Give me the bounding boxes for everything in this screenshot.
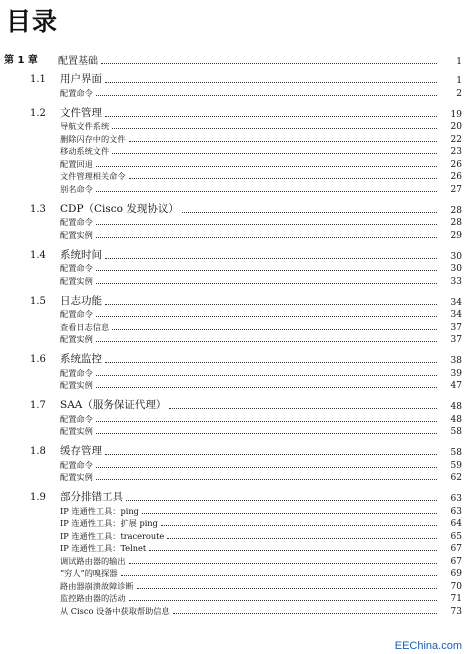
page-number: 62 — [450, 473, 462, 483]
section-number: 1.8 — [30, 446, 46, 457]
toc-section-row[interactable] — [0, 71, 466, 86]
dot-leader — [96, 270, 437, 271]
entry-title: 配置命令 — [60, 367, 93, 378]
section-number: 1.6 — [30, 354, 46, 365]
toc-entry-row[interactable] — [0, 542, 466, 555]
toc-entry-row[interactable] — [0, 262, 466, 275]
page-number: 67 — [450, 556, 462, 567]
dot-leader — [112, 329, 437, 330]
dot-leader — [96, 166, 437, 167]
page-number: 63 — [450, 494, 462, 504]
dot-leader — [169, 408, 437, 409]
toc-entry-row[interactable] — [0, 412, 466, 425]
page-number: 48 — [450, 402, 462, 412]
toc-entry-row[interactable] — [0, 366, 466, 379]
section-title: 缓存管理 — [60, 445, 102, 457]
dot-leader — [96, 375, 437, 376]
dot-leader — [129, 563, 437, 564]
page-number: 48 — [450, 414, 462, 425]
toc-entry-row[interactable] — [0, 157, 466, 170]
entry-title: 导航文件系统 — [60, 121, 110, 131]
toc-section-row[interactable] — [0, 293, 466, 308]
page-number: 47 — [450, 381, 462, 391]
section-title: SAA（服务保证代理） — [60, 399, 167, 411]
page-number: 2 — [456, 88, 462, 99]
entry-title: 文件管理相关命令 — [60, 171, 126, 181]
page-number: 34 — [450, 310, 462, 320]
dot-leader — [105, 304, 437, 305]
entry-title: 配置命令 — [60, 263, 93, 273]
page-number: 22 — [450, 134, 462, 145]
page-number: 70 — [450, 581, 462, 592]
page-number: 26 — [450, 159, 462, 170]
section-title: 用户界面 — [60, 73, 102, 85]
dot-leader — [105, 258, 437, 259]
page-number: 67 — [450, 544, 462, 554]
toc-entry-row[interactable] — [0, 308, 466, 321]
entry-title: 配置命令 — [60, 217, 93, 227]
dot-leader — [105, 116, 437, 117]
page-number: 28 — [450, 218, 462, 228]
entry-title: 配置实例 — [60, 472, 93, 482]
section-title: CDP（Cisco 发现协议） — [60, 202, 179, 215]
dot-leader — [96, 467, 437, 468]
page-number: 73 — [450, 606, 462, 617]
section-number: 1.9 — [30, 492, 46, 503]
entry-title: 配置命令 — [60, 413, 93, 424]
dot-leader — [105, 82, 437, 83]
dot-leader — [96, 95, 437, 96]
toc-entry-row[interactable] — [0, 182, 466, 195]
page-number: 28 — [450, 205, 462, 216]
entry-title: 删除闪存中的文件 — [60, 133, 126, 144]
page-number: 30 — [450, 251, 462, 262]
page-number: 34 — [450, 297, 462, 308]
page-number: 58 — [450, 427, 462, 437]
section-title: 文件管理 — [60, 106, 102, 119]
page-number: 63 — [450, 506, 462, 517]
page-number: 38 — [450, 356, 462, 366]
dot-leader — [96, 421, 437, 422]
entry-title: 配置命令 — [60, 309, 93, 319]
dot-leader — [167, 538, 437, 539]
page-number: 58 — [450, 448, 462, 458]
toc-section-row[interactable] — [0, 201, 466, 216]
dot-leader — [96, 341, 437, 342]
toc-entry-row[interactable] — [0, 228, 466, 241]
dot-leader — [173, 613, 437, 614]
page-number: 39 — [450, 368, 462, 379]
toc-section-row[interactable] — [0, 105, 466, 120]
table-of-contents — [0, 50, 466, 617]
entry-title: 移动系统文件 — [60, 146, 110, 156]
page-number: 23 — [450, 147, 462, 157]
toc-entry-row[interactable] — [0, 567, 466, 580]
toc-entry-row[interactable] — [0, 120, 466, 133]
dot-leader — [129, 600, 437, 601]
entry-title: “穷人”的嗅探器 — [60, 568, 118, 578]
dot-leader — [105, 362, 437, 363]
page-number: 30 — [450, 264, 462, 274]
dot-leader — [137, 588, 437, 589]
page-number: 19 — [450, 109, 462, 120]
dot-leader — [96, 433, 437, 434]
entry-title: 配置实例 — [60, 334, 93, 344]
dot-leader — [96, 479, 437, 480]
dot-leader — [96, 316, 437, 317]
toc-chapter-row[interactable] — [0, 50, 466, 67]
entry-title: IP 连通性工具：ping — [60, 505, 139, 516]
toc-entry-row[interactable] — [0, 471, 466, 484]
toc-entry-row[interactable] — [0, 554, 466, 567]
toc-entry-row[interactable] — [0, 216, 466, 229]
entry-title: 配置实例 — [60, 275, 93, 286]
entry-title: 别名命令 — [60, 183, 93, 194]
section-number: 1.3 — [30, 203, 46, 215]
page-number: 64 — [450, 519, 462, 529]
toc-entry-row[interactable] — [0, 458, 466, 471]
watermark: EEChina.com — [394, 640, 462, 652]
dot-leader — [149, 550, 437, 551]
dot-leader — [96, 224, 437, 225]
toc-entry-row[interactable] — [0, 132, 466, 145]
entry-title: 从 Cisco 设备中获取帮助信息 — [60, 605, 170, 616]
toc-section-row[interactable] — [0, 351, 466, 366]
section-number: 1.5 — [30, 295, 46, 307]
dot-leader — [129, 141, 437, 142]
toc-entry-row[interactable] — [0, 379, 466, 392]
page-number: 29 — [450, 230, 462, 241]
toc-section-row[interactable] — [0, 397, 466, 412]
section-number: 1.1 — [30, 74, 46, 85]
section-number: 1.7 — [30, 400, 46, 411]
entry-title: 查看日志信息 — [60, 321, 110, 332]
dot-leader — [182, 212, 437, 213]
toc-entry-row[interactable] — [0, 425, 466, 438]
toc-entry-row[interactable] — [0, 333, 466, 346]
dot-leader — [126, 500, 437, 501]
dot-leader — [112, 128, 437, 129]
toc-entry-row[interactable] — [0, 517, 466, 530]
dot-leader — [96, 191, 437, 192]
page-number: 59 — [450, 460, 462, 471]
entry-title: 配置回退 — [60, 158, 93, 169]
dot-leader — [96, 387, 437, 388]
entry-title: 调试路由器的输出 — [60, 555, 126, 566]
dot-leader — [101, 63, 437, 64]
toc-entry-row[interactable] — [0, 170, 466, 183]
toc-entry-row[interactable] — [0, 145, 466, 158]
section-title: 系统时间 — [60, 248, 102, 261]
dot-leader — [96, 237, 437, 238]
entry-title: IP 连通性工具：traceroute — [60, 530, 165, 541]
page-number: 27 — [450, 184, 462, 195]
section-title: 系统监控 — [60, 353, 102, 365]
page-number: 71 — [450, 594, 462, 604]
toc-sections — [0, 71, 466, 617]
page-number: 33 — [450, 276, 462, 287]
dot-leader — [105, 454, 437, 455]
entry-title: 配置命令 — [60, 459, 93, 470]
chapter-title: 配置基础 — [58, 56, 98, 67]
page-number: 69 — [450, 569, 462, 579]
section-number: 1.4 — [30, 249, 46, 261]
dot-leader — [161, 525, 437, 526]
toc-entry-row[interactable] — [0, 320, 466, 333]
dot-leader — [129, 178, 437, 179]
toc-entry-row[interactable] — [0, 579, 466, 592]
toc-entry-row[interactable] — [0, 274, 466, 287]
dot-leader — [121, 575, 438, 576]
page-number: 65 — [450, 531, 462, 542]
entry-title: 路由器崩溃故障诊断 — [60, 580, 134, 591]
toc-entry-row[interactable] — [0, 592, 466, 605]
entry-title: 配置命令 — [60, 87, 93, 98]
toc-section-row[interactable] — [0, 489, 466, 504]
page-number: 1 — [456, 57, 462, 67]
toc-entry-row[interactable] — [0, 504, 466, 517]
entry-title: 配置实例 — [60, 380, 93, 390]
entry-title: IP 连通性工具：Telnet — [60, 543, 147, 553]
section-title: 日志功能 — [60, 294, 102, 307]
dot-leader — [96, 283, 437, 284]
section-title: 部分排错工具 — [60, 491, 123, 503]
page-number: 20 — [450, 122, 462, 132]
page-number: 37 — [450, 322, 462, 333]
chapter-number: 第 1 章 — [4, 55, 38, 66]
dot-leader — [112, 153, 437, 154]
page-number: 37 — [450, 335, 462, 345]
entry-title: IP 连通性工具：扩展 ping — [60, 518, 158, 528]
toc-section-row[interactable] — [0, 443, 466, 458]
section-number: 1.2 — [30, 107, 46, 119]
page-title: 目录 — [6, 7, 59, 36]
toc-entry-row[interactable] — [0, 529, 466, 542]
dot-leader — [142, 513, 437, 514]
entry-title: 配置实例 — [60, 426, 93, 436]
entry-title: 配置实例 — [60, 229, 93, 240]
toc-section-row[interactable] — [0, 247, 466, 262]
entry-title: 监控路由器的活动 — [60, 593, 126, 603]
toc-entry-row[interactable] — [0, 86, 466, 99]
toc-entry-row[interactable] — [0, 604, 466, 617]
page-number: 1 — [456, 76, 462, 86]
page-number: 26 — [450, 172, 462, 182]
